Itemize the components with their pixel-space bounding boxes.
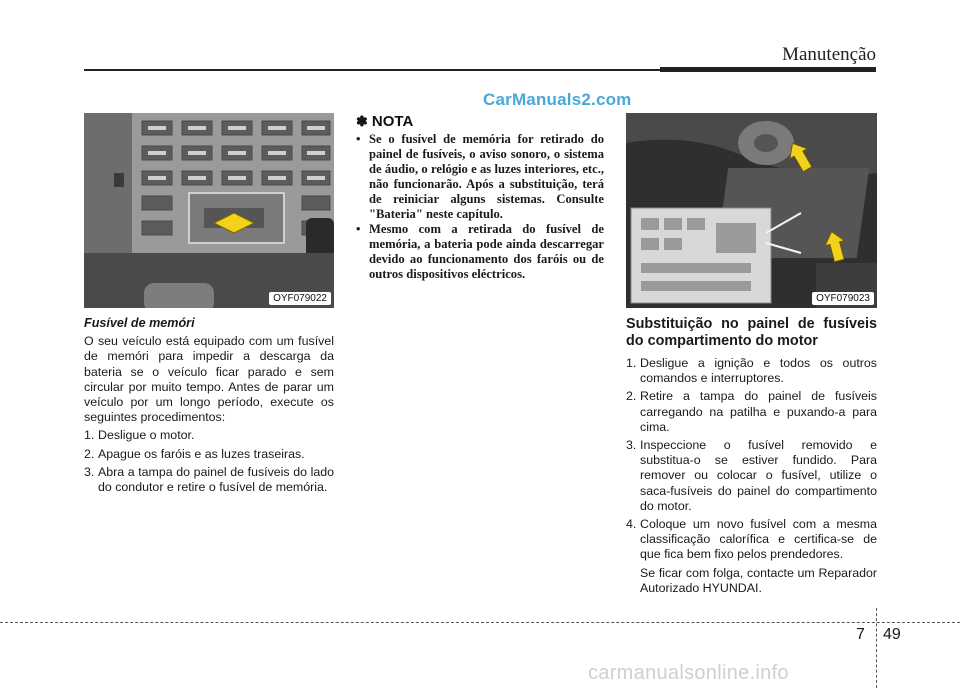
note-box	[356, 113, 604, 282]
footer-rule	[0, 622, 960, 623]
footer-divider	[876, 608, 877, 688]
engine-compartment-photo	[626, 113, 877, 308]
fuse-panel-photo	[84, 113, 334, 308]
list-item: 3. Inspeccione o fusível removido e substitua-o se estiver fundido. Para remover ou colocar o fusível, utilize o saca-fusíveis do painel do compartimento do motor.	[626, 438, 877, 513]
list-item: 3. Abra a tampa do painel de fusíveis do lado do condutor e retire o fusível de memória.	[84, 464, 334, 495]
list-item: 2. Apague os faróis e as luzes traseiras.	[84, 446, 305, 461]
right-steps-list	[626, 356, 877, 563]
subheading: Substituição no painel de fusíveis do compartimento do motor	[626, 316, 877, 349]
watermark-bottom[interactable]: carmanualsonline.info	[588, 662, 789, 684]
list-item: • Mesmo com a retirada do fusível de memória, a bateria pode ainda descarregar devido ao funcionamento dos faróis ou de outros dispositivos eléctricos.	[356, 222, 604, 281]
asterisk-icon: ✽	[356, 113, 368, 129]
page-number: 49	[883, 626, 901, 643]
section-title: Manutenção	[782, 44, 876, 65]
chapter-number: 7	[856, 626, 865, 643]
list-item: 2. Retire a tampa do painel de fusíveis carregando na patilha e puxando-a para cima.	[626, 389, 877, 434]
list-item: • Se o fusível de memória for retirado do painel de fusíveis, o aviso sonoro, o sistema de áudio, o relógio e as luzes interiores, etc., não funcionarão. Após a substituição, terá de reiniciar alguns sistemas. Consulte "Bateria" neste capítulo.	[356, 132, 604, 221]
left-column	[84, 316, 334, 498]
photo-code-left: OYF079022	[269, 292, 331, 305]
photo-code-right: OYF079023	[812, 292, 874, 305]
note-list	[356, 132, 604, 282]
right-column	[626, 316, 877, 599]
intro-paragraph: O seu veículo está equipado com um fusível de memóri para impedir a descarga da bateria se o veículo ficar parado e sem circular por muito tempo. Antes de parar um veículo por um longo período, execute os seguintes procedimentos:	[84, 334, 334, 425]
list-item: 1. Desligue a ignição e todos os outros comandos e interruptores.	[626, 356, 877, 386]
fuse-panel-illustration	[84, 113, 334, 308]
header-rule-thick	[660, 67, 876, 72]
closing-paragraph: Se ficar com folga, contacte um Reparador Autorizado HYUNDAI.	[640, 565, 877, 595]
header-rule-thin	[84, 69, 660, 71]
note-heading: ✽ NOTA	[356, 113, 414, 130]
engine-compartment-illustration	[626, 113, 877, 308]
list-item: 4. Coloque um novo fusível com a mesma classificação calorífica e certifica-se de que fica bem fixo pelos prendedores.	[626, 517, 877, 562]
watermark-top[interactable]: CarManuals2.com	[483, 90, 632, 109]
left-steps-list	[84, 428, 334, 495]
photo-caption: Fusível de memóri	[84, 316, 195, 330]
list-item: 1. Desligue o motor.	[84, 428, 195, 443]
